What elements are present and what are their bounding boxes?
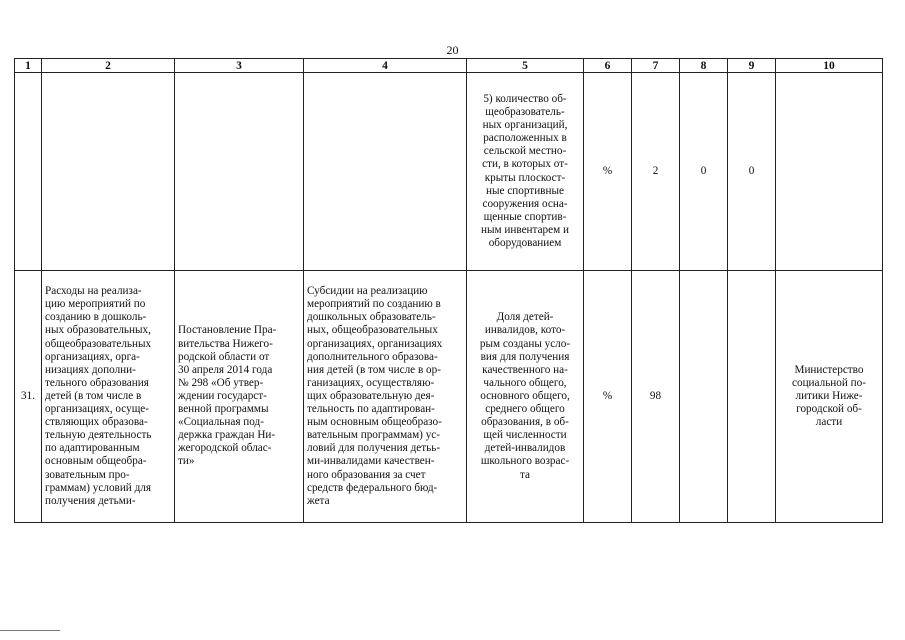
table-row [15, 73, 883, 271]
header-row [15, 59, 883, 73]
row-number-cell: 31. [15, 271, 42, 523]
header-col-1: 1 [15, 59, 42, 73]
value-col-9-cell [728, 271, 776, 523]
legal-act-cell [175, 73, 304, 271]
subsidy-cell [304, 73, 467, 271]
program-measures-table [14, 58, 883, 523]
indicator-cell: Доля детей- инвалидов, кото- рым созданы усло- вия для получения качественного на- чального общего, основного общего, среднего общего образования, в об- щей численности детей-инвалидов школьного возрас- та [467, 271, 584, 523]
value-col-7-cell: 98 [632, 271, 680, 523]
subsidy-cell: Субсидии на реализацию мероприятий по созданию в дошкольных образователь- ных, общеобразовательных организациях, организациях дополнительного образова- ния детей (в том числе в ор- ганизациях, осуществляю- щих образовательную дея- тельность по адаптирован- ным основным общеобразо- вательным программам) ус- ловий для получения детьь- ми-инвалидами качествен- ного образования за счет средств федерального бюд- жета [304, 271, 467, 523]
value-col-7-cell: 2 [632, 73, 680, 271]
header-col-5: 5 [467, 59, 584, 73]
header-col-3: 3 [175, 59, 304, 73]
value-col-8-cell [680, 271, 728, 523]
header-col-10: 10 [776, 59, 883, 73]
legal-act-cell: Постановление Пра- вительства Нижего- родской области от 30 апреля 2014 года № 298 «Об утвер- ждении государст- венной программы «Социальная под- держка граждан Ни- жегородской облас- ти» [175, 271, 304, 523]
header-col-7: 7 [632, 59, 680, 73]
unit-cell: % [584, 271, 632, 523]
responsible-cell [776, 73, 883, 271]
indicator-cell: 5) количество об- щеобразователь- ных организаций, расположенных в сельской местно- сти, в которых от- крыты плоскост- ные спортивные сооружения осна- щенные спортив- ным инвентарем и оборудованием [467, 73, 584, 271]
table-row [15, 271, 883, 523]
header-col-8: 8 [680, 59, 728, 73]
row-number-cell [15, 73, 42, 271]
unit-cell: % [584, 73, 632, 271]
responsible-cell: Министерство социальной по- литики Ниже- городской об- ласти [776, 271, 883, 523]
value-col-8-cell: 0 [680, 73, 728, 271]
page-number: 20 [446, 43, 459, 57]
scan-edge-line [0, 630, 60, 631]
header-col-4: 4 [304, 59, 467, 73]
header-col-6: 6 [584, 59, 632, 73]
header-col-9: 9 [728, 59, 776, 73]
value-col-9-cell: 0 [728, 73, 776, 271]
expense-name-cell [42, 73, 175, 271]
header-col-2: 2 [42, 59, 175, 73]
expense-name-cell: Расходы на реализа- цию мероприятий по созданию в дошколь- ных образовательных, общеобразовательных организациях, орга- низациях дополни- тельного образования детей (в том числе в организациях, осуще- ствляющих образова- тельную деятельность по адаптированным основным общеобра- зовательным про- граммам) условий для получения детьми- [42, 271, 175, 523]
